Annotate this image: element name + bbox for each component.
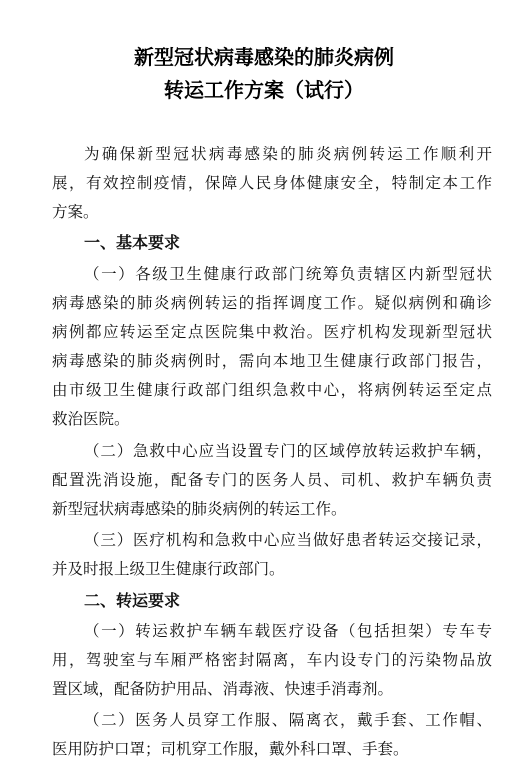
intro-line-1: 为确保新型冠状病毒感染的肺炎病例转运工作顺利开	[84, 145, 492, 163]
document-title-line-2: 转运工作方案（试行）	[164, 78, 364, 102]
section-1-item-3-line-1: （三）医疗机构和急救中心应当做好患者转运交接记录，	[84, 531, 492, 549]
section-1-item-2-line-2: 配置洗消设施，配备专门的医务人员、司机、救护车辆负责	[52, 471, 492, 489]
section-1-heading: 一、基本要求	[84, 233, 181, 252]
document-title-line-1: 新型冠状病毒感染的肺炎病例	[134, 45, 394, 69]
section-1-item-3-line-2: 并及时报上级卫生健康行政部门。	[52, 560, 285, 578]
section-1-item-1-line-5: 由市级卫生健康行政部门组织急救中心，将病例转运至定点	[52, 381, 492, 399]
section-1-item-1-line-6: 救治医院。	[52, 410, 130, 428]
section-1-item-2-line-3: 新型冠状病毒感染的肺炎病例的转运工作。	[52, 500, 347, 518]
section-2-item-1-line-2: 用，驾驶室与车厢严格密封隔离，车内设专门的污染物品放	[52, 651, 492, 669]
section-2-item-2-line-2: 医用防护口罩；司机穿工作服，戴外科口罩、手套。	[52, 740, 409, 758]
section-1-item-1-line-1: （一）各级卫生健康行政部门统筹负责辖区内新型冠状	[84, 265, 492, 283]
section-2-item-1-line-3: 置区域，配备防护用品、消毒液、快速手消毒剂。	[52, 680, 394, 698]
section-1-item-1-line-2: 病毒感染的肺炎病例转运的指挥调度工作。疑似病例和确诊	[52, 294, 492, 312]
section-1-item-1-line-3: 病例都应转运至定点医院集中救治。医疗机构发现新型冠状	[52, 323, 492, 341]
intro-line-2: 展，有效控制疫情，保障人民身体健康安全，特制定本工作	[52, 174, 492, 192]
section-2-heading: 二、转运要求	[84, 591, 181, 610]
section-2-item-1-line-1: （一）转运救护车辆车载医疗设备（包括担架）专车专	[84, 622, 492, 640]
section-2-item-2-line-1: （二）医务人员穿工作服、隔离衣，戴手套、工作帽、	[84, 711, 492, 729]
intro-line-3: 方案。	[52, 203, 99, 221]
section-1-item-1-line-4: 病毒感染的肺炎病例时，需向本地卫生健康行政部门报告，	[52, 352, 492, 370]
section-1-item-2-line-1: （二）急救中心应当设置专门的区域停放转运救护车辆，	[84, 442, 492, 460]
